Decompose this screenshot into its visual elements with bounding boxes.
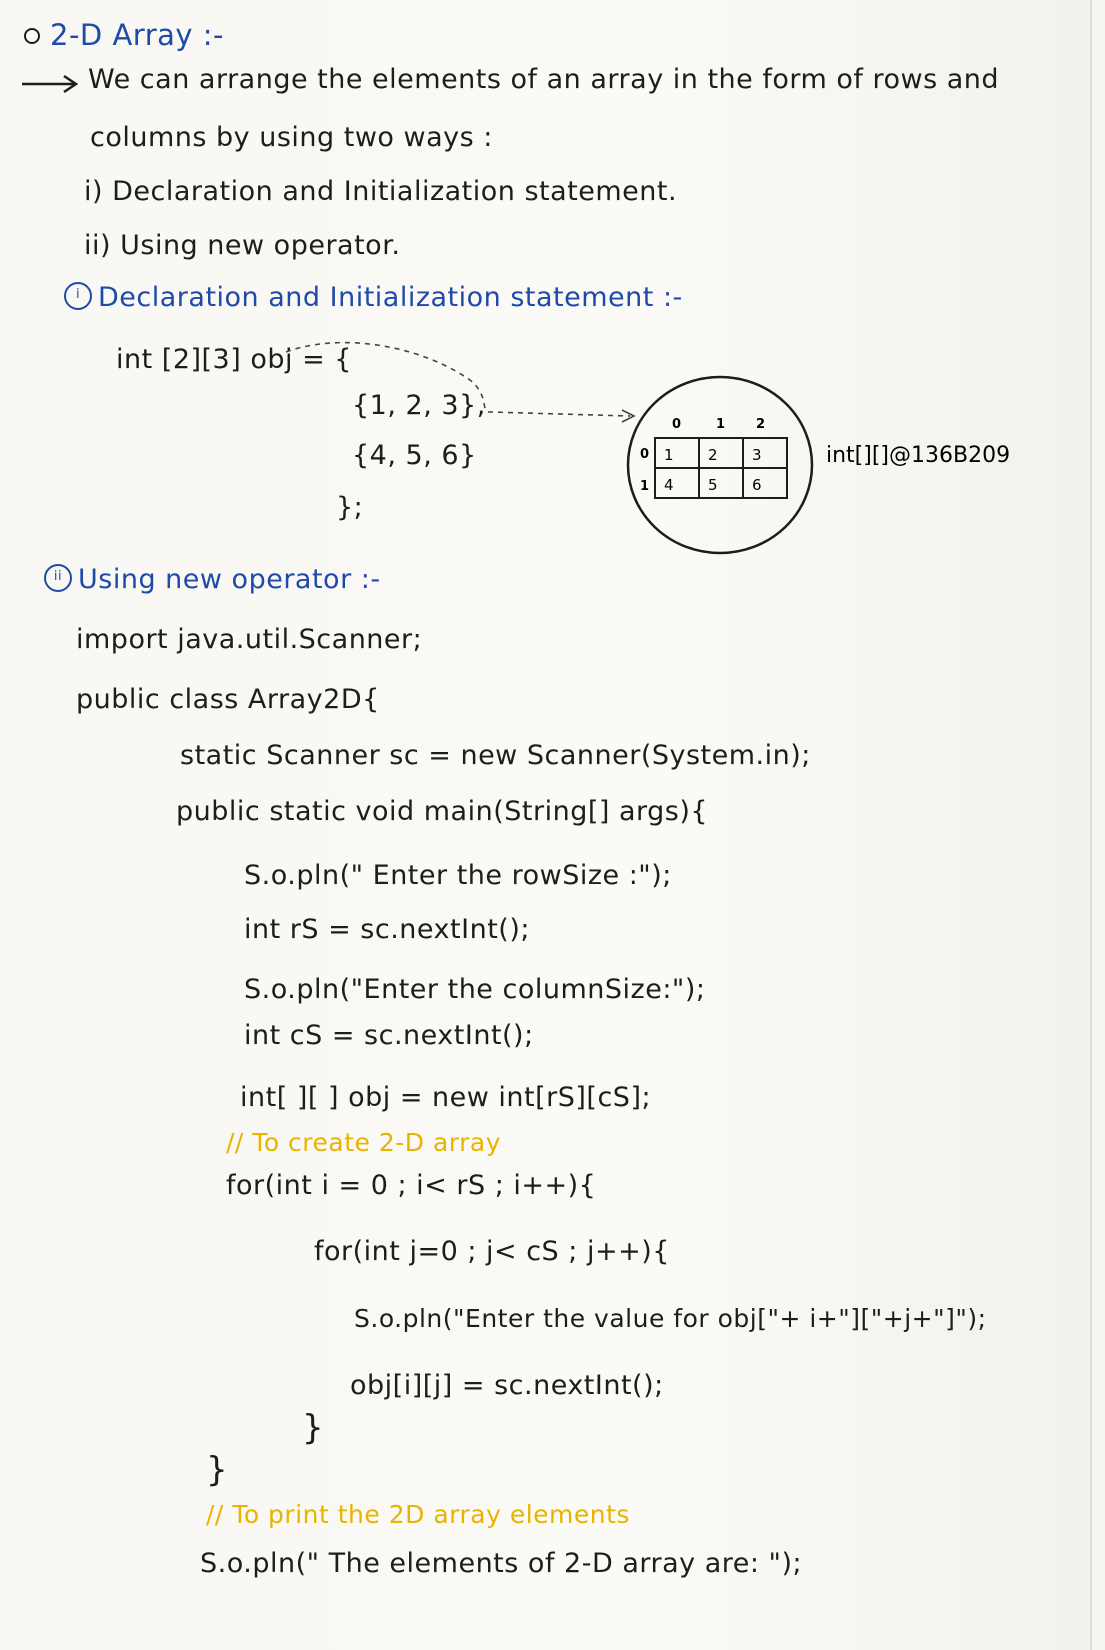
cell-0-2: 3	[752, 446, 762, 464]
col-index-0: 0	[672, 417, 682, 432]
row-index-1: 1	[640, 479, 650, 494]
section-2-number: ii	[44, 564, 72, 592]
decl-code-row-1: {1, 2, 3},	[352, 390, 486, 421]
code-inner-close: }	[302, 1408, 325, 1448]
section-2-title: Using new operator :-	[78, 564, 381, 595]
code-read-value: obj[i][j] = sc.nextInt();	[350, 1370, 664, 1401]
code-outer-loop: for(int i = 0 ; i< rS ; i++){	[226, 1170, 597, 1201]
cell-1-2: 6	[752, 476, 762, 494]
code-prompt-value: S.o.pln("Enter the value for obj["+ i+"]["+j+"]");	[354, 1304, 987, 1333]
cell-1-0: 4	[664, 476, 674, 494]
code-import: import java.util.Scanner;	[76, 624, 423, 655]
cell-0-1: 2	[708, 446, 718, 464]
code-prompt-rows: S.o.pln(" Enter the rowSize :");	[244, 860, 672, 891]
code-main-method: public static void main(String[] args){	[176, 796, 709, 827]
comment-create-array: // To create 2-D array	[226, 1128, 502, 1157]
way-2: ii) Using new operator.	[84, 230, 401, 261]
reference-arrow-head	[622, 410, 634, 422]
section-1-title: Declaration and Initialization statement :-	[98, 282, 683, 313]
intro-line-1: We can arrange the elements of an array in the form of rows and	[88, 64, 1000, 95]
code-outer-close: }	[206, 1450, 229, 1490]
cell-0-0: 1	[664, 446, 674, 464]
col-index-2: 2	[756, 417, 766, 432]
section-2-heading	[44, 564, 381, 595]
row-index-0: 0	[640, 447, 650, 462]
decl-code-row-2: {4, 5, 6}	[352, 440, 477, 471]
code-read-rows: int rS = sc.nextInt();	[244, 914, 530, 945]
page-title: 2-D Array :-	[50, 18, 225, 52]
reference-arrow	[286, 343, 630, 416]
code-class-decl: public class Array2D{	[76, 684, 380, 715]
section-1-number: i	[64, 282, 92, 310]
decl-code-line-1: int [2][3] obj = {	[116, 344, 352, 375]
code-array-alloc: int[ ][ ] obj = new int[rS][cS];	[240, 1082, 652, 1113]
col-index-1: 1	[716, 417, 726, 432]
comment-print-array: // To print the 2D array elements	[206, 1500, 630, 1529]
code-prompt-cols: S.o.pln("Enter the columnSize:");	[244, 974, 706, 1005]
array-reference-address: int[][]@136B209	[826, 443, 1011, 468]
intro-line-2: columns by using two ways :	[90, 122, 493, 153]
code-scanner-field: static Scanner sc = new Scanner(System.in);	[180, 740, 811, 771]
code-read-cols: int cS = sc.nextInt();	[244, 1020, 534, 1051]
way-1: i) Declaration and Initialization statement.	[84, 176, 678, 207]
array-grid	[655, 438, 787, 498]
array-memory-diagram	[0, 0, 1090, 620]
cell-1-1: 5	[708, 476, 718, 494]
code-print-heading: S.o.pln(" The elements of 2-D array are: ");	[200, 1548, 803, 1579]
decl-code-close: };	[336, 492, 364, 523]
code-inner-loop: for(int j=0 ; j< cS ; j++){	[314, 1236, 670, 1267]
